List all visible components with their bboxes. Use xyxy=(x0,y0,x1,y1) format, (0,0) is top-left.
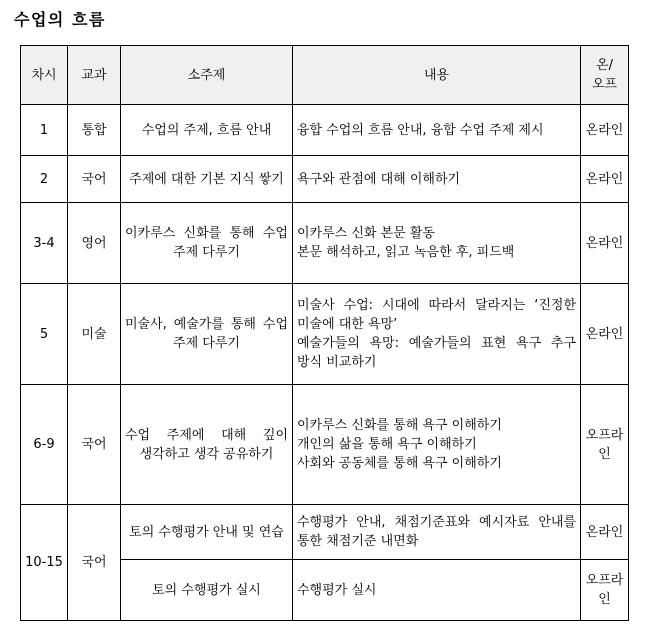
cell-naeyong-line: 본문 해석하고, 읽고 녹음한 후, 피드백 xyxy=(297,245,515,260)
cell-naeyong-line: 융합 수업의 흐름 안내, 융합 수업 주제 제시 xyxy=(297,122,544,138)
table-row xyxy=(21,156,629,203)
cell-onoff: 온라인 xyxy=(581,156,629,203)
cell-naeyong-line: 미술사 수업: 시대에 따라서 달라지는 ‘진정한 미술에 대한 욕망’ xyxy=(297,298,576,332)
cell-gwa: 국어 xyxy=(68,385,121,505)
cell-chasi: 6-9 xyxy=(21,385,68,505)
column-header-chasi: 차시 xyxy=(21,46,68,105)
table-row xyxy=(21,385,629,505)
cell-sojuje: 이카루스 신화를 통해 수업 주제 다루기 xyxy=(121,203,293,284)
cell-gwa: 영어 xyxy=(68,203,121,284)
cell-sojuje: 수업 주제에 대해 깊이 생각하고 생각 공유하기 xyxy=(121,385,293,505)
table-row xyxy=(21,284,629,385)
column-header-naeyong: 내용 xyxy=(293,46,581,105)
cell-naeyong xyxy=(293,105,581,156)
page-title: 수업의 흐름 xyxy=(14,10,106,29)
cell-gwa: 미술 xyxy=(68,284,121,385)
cell-onoff: 온라인 xyxy=(581,105,629,156)
cell-gwa: 국어 xyxy=(68,156,121,203)
table-header-row xyxy=(21,46,629,105)
cell-sojuje: 토의 수행평가 안내 및 연습 xyxy=(121,505,293,560)
cell-sojuje: 미술사, 예술가를 통해 수업 주제 다루기 xyxy=(121,284,293,385)
cell-naeyong-line: 예술가들의 욕망: 예술가들의 표현 욕구 추구 방식 비교하기 xyxy=(297,336,576,370)
cell-onoff: 온라인 xyxy=(581,505,629,560)
cell-chasi: 2 xyxy=(21,156,68,203)
cell-chasi: 10-15 xyxy=(21,505,68,621)
cell-naeyong-line: 수행평가 실시 xyxy=(297,582,377,598)
cell-gwa: 통합 xyxy=(68,105,121,156)
table-body xyxy=(21,105,629,621)
cell-onoff: 오프라인 xyxy=(581,560,629,621)
cell-naeyong xyxy=(293,560,581,621)
column-header-onoff: 온/오프 xyxy=(581,46,629,105)
cell-naeyong-line: 욕구와 관점에 대해 이해하기 xyxy=(297,171,461,187)
cell-sojuje: 주제에 대한 기본 지식 쌓기 xyxy=(121,156,293,203)
cell-onoff: 온라인 xyxy=(581,284,629,385)
cell-naeyong-line: 이카루스 신화를 통해 욕구 이해하기 xyxy=(297,418,502,433)
cell-naeyong-line: 사회와 공동체를 통해 욕구 이해하기 xyxy=(297,456,502,471)
table-row xyxy=(21,505,629,560)
cell-onoff: 오프라인 xyxy=(581,385,629,505)
cell-chasi: 1 xyxy=(21,105,68,156)
cell-chasi: 5 xyxy=(21,284,68,385)
cell-gwa: 국어 xyxy=(68,505,121,621)
column-header-gwa: 교과 xyxy=(68,46,121,105)
cell-naeyong xyxy=(293,156,581,203)
lesson-flow-table xyxy=(20,45,629,621)
cell-onoff: 온라인 xyxy=(581,203,629,284)
cell-naeyong xyxy=(293,203,581,284)
table-row xyxy=(21,105,629,156)
cell-naeyong-line: 수행평가 안내, 채점기준표와 예시자료 안내를 통한 채점기준 내면화 xyxy=(297,515,576,549)
table-header xyxy=(21,46,629,105)
cell-naeyong xyxy=(293,385,581,505)
table-row xyxy=(21,203,629,284)
cell-naeyong xyxy=(293,284,581,385)
cell-naeyong-line: 이카루스 신화 본문 활동 xyxy=(297,226,435,241)
lesson-flow-table-wrapper xyxy=(20,45,628,621)
cell-chasi: 3-4 xyxy=(21,203,68,284)
cell-naeyong-line: 개인의 삶을 통해 욕구 이해하기 xyxy=(297,437,477,452)
cell-sojuje: 수업의 주제, 흐름 안내 xyxy=(121,105,293,156)
cell-naeyong xyxy=(293,505,581,560)
cell-sojuje: 토의 수행평가 실시 xyxy=(121,560,293,621)
column-header-sojuje: 소주제 xyxy=(121,46,293,105)
